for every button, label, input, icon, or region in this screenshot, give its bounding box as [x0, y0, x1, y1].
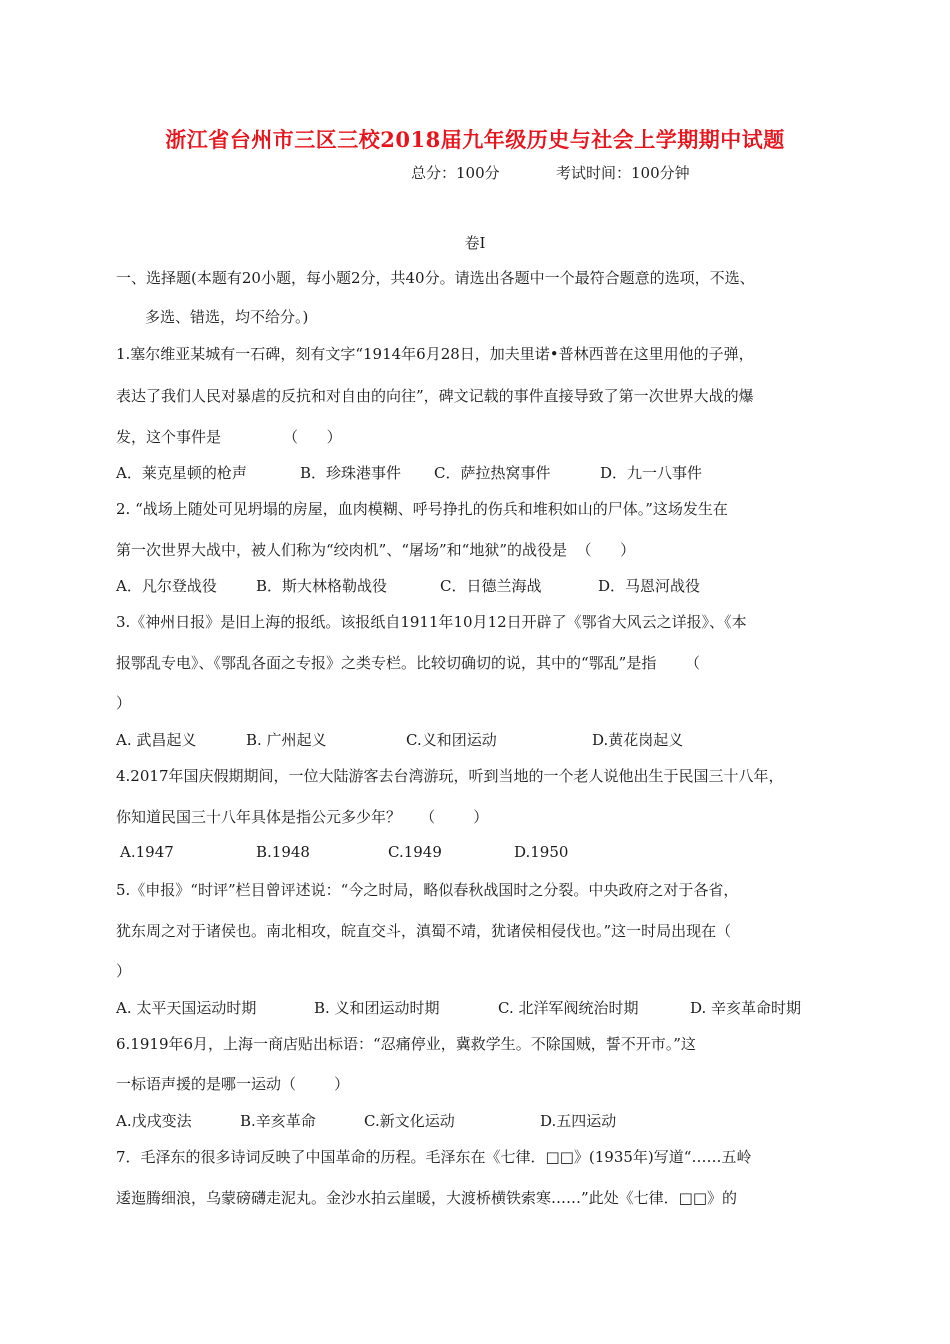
- total-score: 总分：100分: [411, 164, 500, 182]
- q4-option-a: A.1947: [120, 843, 174, 861]
- q1-option-c: C．萨拉热窝事件: [434, 464, 551, 482]
- q6-option-c: C.新文化运动: [364, 1112, 455, 1130]
- volume-label: 卷Ⅰ: [464, 234, 486, 252]
- question-5-line-1: 5.《申报》“时评”栏目曾评述说：“今之时局，略似春秋战国时之分裂。中央政府之对于各省，: [116, 881, 739, 899]
- q6-option-a: A.戊戌变法: [116, 1112, 192, 1130]
- question-2-line-2: 第一次世界大战中，被人们称为“绞肉机”、“屠场”和“地狱”的战役是 （ ）: [116, 541, 636, 559]
- question-3-line-3: ）: [116, 694, 132, 712]
- question-1-line-2: 表达了我们人民对暴虐的反抗和对自由的向往”，碑文记载的事件直接导致了第一次世界大战的爆: [116, 387, 754, 405]
- q3-option-a: A. 武昌起义: [116, 731, 197, 749]
- question-5-line-3: ）: [116, 962, 132, 980]
- q1-option-a: A．莱克星顿的枪声: [116, 464, 247, 482]
- q3-option-c: C.义和团运动: [406, 731, 497, 749]
- q5-option-c: C. 北洋军阀统治时期: [498, 999, 639, 1017]
- section-heading: 一、选择题(本题有20小题，每小题2分，共40分。请选出各题中一个最符合题意的选项，不选、: [116, 269, 755, 287]
- q2-option-b: B．斯大林格勒战役: [256, 577, 388, 595]
- q6-option-d: D.五四运动: [540, 1112, 617, 1130]
- q4-option-c: C.1949: [388, 843, 442, 861]
- question-3-line-1: 3.《神州日报》是旧上海的报纸。该报纸自1911年10月12日开辟了《鄂省大风云之详报》、《本: [116, 613, 747, 631]
- q2-option-d: D．马恩河战役: [598, 577, 701, 595]
- q4-option-d: D.1950: [514, 843, 569, 861]
- page-title: 浙江省台州市三区三校2018届九年级历史与社会上学期期中试题: [165, 127, 785, 152]
- question-1-line-3: 发，这个事件是 （ ）: [116, 428, 342, 446]
- question-1-line-1: 1.塞尔维亚某城有一石碑，刻有文字“1914年6月28日，加夫里诺•普林西普在这里用他的子弹，: [116, 345, 754, 363]
- q5-option-b: B. 义和团运动时期: [314, 999, 440, 1017]
- q1-option-d: D．九一八事件: [600, 464, 703, 482]
- question-3-line-2: 报鄂乱专电》、《鄂乱各面之专报》之类专栏。比较切确切的说，其中的“鄂乱”是指 （: [116, 654, 700, 672]
- question-7-line-2: 逶迤腾细浪，乌蒙磅礴走泥丸。金沙水拍云崖暖，大渡桥横铁索寒……”此处《七律．□□》的: [116, 1189, 738, 1207]
- q1-option-b: B．珍珠港事件: [300, 464, 402, 482]
- section-heading-cont: 多选、错选，均不给分。): [145, 308, 309, 326]
- q5-option-d: D. 辛亥革命时期: [690, 999, 802, 1017]
- question-6-line-2: 一标语声援的是哪一运动（ ）: [116, 1075, 350, 1093]
- q4-option-b: B.1948: [256, 843, 310, 861]
- question-4-line-1: 4.2017年国庆假期期间，一位大陆游客去台湾游玩，听到当地的一个老人说他出生于民国三十八年，: [116, 767, 784, 785]
- q3-option-d: D.黄花岗起义: [592, 731, 684, 749]
- question-5-line-2: 犹东周之对于诸侯也。南北相攻，皖直交斗，滇蜀不靖，犹诸侯相侵伐也。”这一时局出现在（: [116, 922, 732, 940]
- question-7-line-1: 7．毛泽东的很多诗词反映了中国革命的历程。毛泽东在《七律．□□》(1935年)写道“……五岭: [116, 1148, 752, 1166]
- question-4-line-2: 你知道民国三十八年具体是指公元多少年？ （ ）: [116, 808, 489, 826]
- q2-option-a: A．凡尔登战役: [116, 577, 217, 595]
- q3-option-b: B. 广州起义: [246, 731, 327, 749]
- q5-option-a: A. 太平天国运动时期: [116, 999, 257, 1017]
- question-2-line-1: 2. “战场上随处可见坍塌的房屋，血肉模糊、呼号挣扎的伤兵和堆积如山的尸体。”这场发生在: [116, 500, 728, 518]
- exam-time: 考试时间：100分钟: [556, 164, 690, 182]
- q6-option-b: B.辛亥革命: [240, 1112, 316, 1130]
- q2-option-c: C．日德兰海战: [440, 577, 542, 595]
- question-6-line-1: 6.1919年6月，上海一商店贴出标语：“忍痛停业，冀救学生。不除国贼，誓不开市。”这: [116, 1035, 696, 1053]
